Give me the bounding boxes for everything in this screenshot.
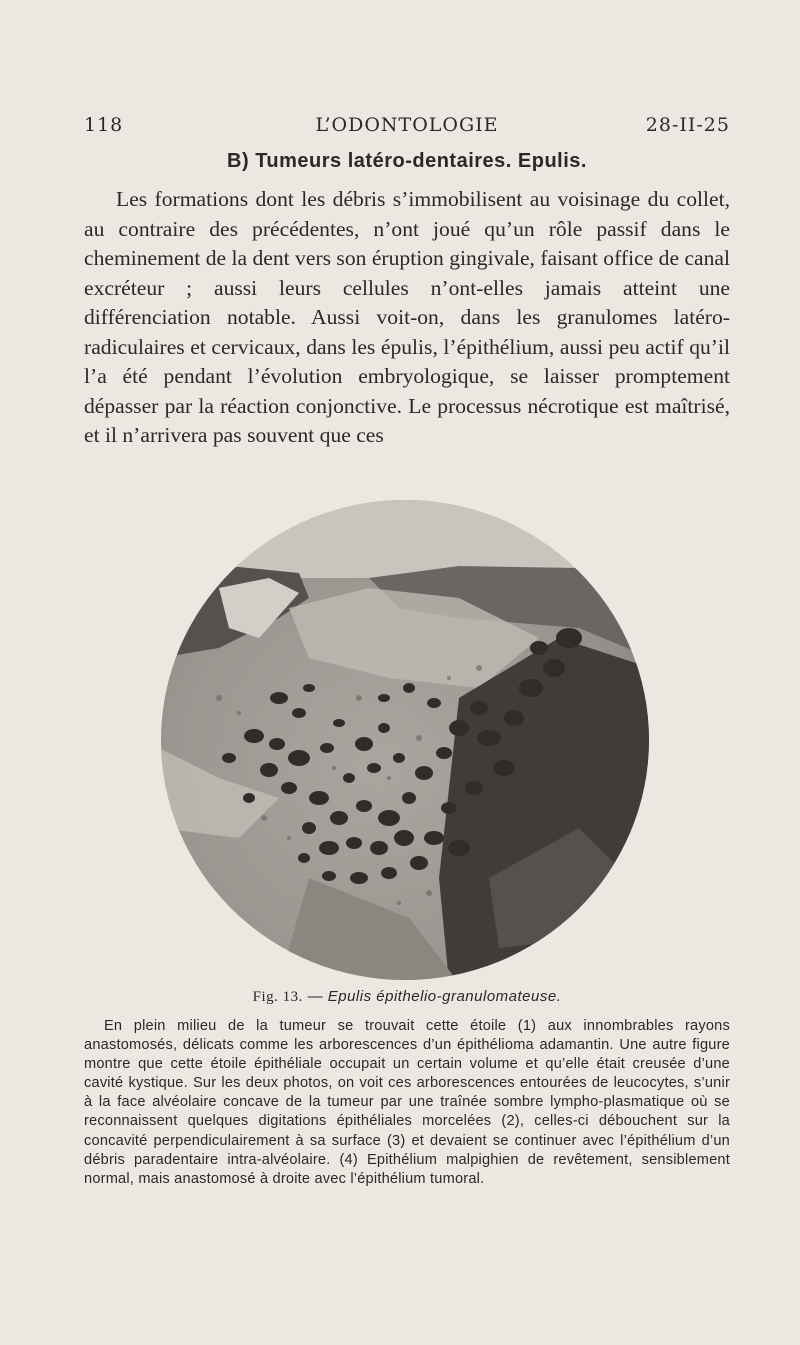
section-title: B) Tumeurs latéro-dentaires. Epulis.: [227, 150, 587, 172]
figure-caption: [84, 988, 730, 1006]
figure-legend: [84, 1017, 730, 1189]
legend-text: En plein milieu de la tumeur se trouvait cette étoile (1) aux innombrables rayons anastomosés, délicats comme les arborescences d’un épithélioma adamantin. Une autre figure montre que cette étoile épithéliale occupait un certain volume et qu’elle était creusée d’une cavité kystique. Sur les deux photos, on voit ces arborescences entourées de leucocytes, s’unir à la face alvéolaire concave de la tumeur par une traînée sombre lympho-plasmatique où se reconnaissent quelques digitations épithéliales morcelées (2), celles-ci débouchent sur la concavité perpendiculairement à sa surface (3) et devaient se continuer avec l’épithélium d’un débris paradentaire intra-alvéolaire. (4) Epithélium malpighien de revêtement, sensiblement normal, mais anastomosé à droite avec l’épithélium tumoral.: [84, 1018, 730, 1187]
micrograph-figure: [159, 498, 651, 983]
body-paragraph: Les formations dont les débris s’immobilisent au voisinage du collet, au contraire des précédentes, n’ont joué qu’un rôle passif dans le cheminement de la dent vers son éruption gingivale, faisant office de canal excréteur ; aussi leurs cellules n’ont-elles jamais atteint une différenciation notable. Aussi voit-on, dans les granulomes latéro-radiculaires et cervicaux, dans les épulis, l’épithélium, aussi peu actif qu’il l’a été pendant l’évolution embryologique, se laisser promptement dépasser par la réaction conjonctive. Le processus nécrotique est maîtrisé, et il n’arrivera pas souvent que ces: [84, 187, 730, 447]
page-header: [84, 114, 730, 142]
running-title: L’ODONTOLOGIE: [315, 114, 499, 136]
figure-label: Fig. 13.: [252, 989, 303, 1005]
issue-date: 28-II-25: [645, 114, 730, 136]
page-number: 118: [84, 114, 124, 136]
figure-title: Epulis épithelio-granulomateuse.: [327, 988, 562, 1005]
body-text: [84, 185, 730, 451]
micrograph-image: [159, 498, 651, 983]
caption-dash: —: [307, 988, 324, 1005]
